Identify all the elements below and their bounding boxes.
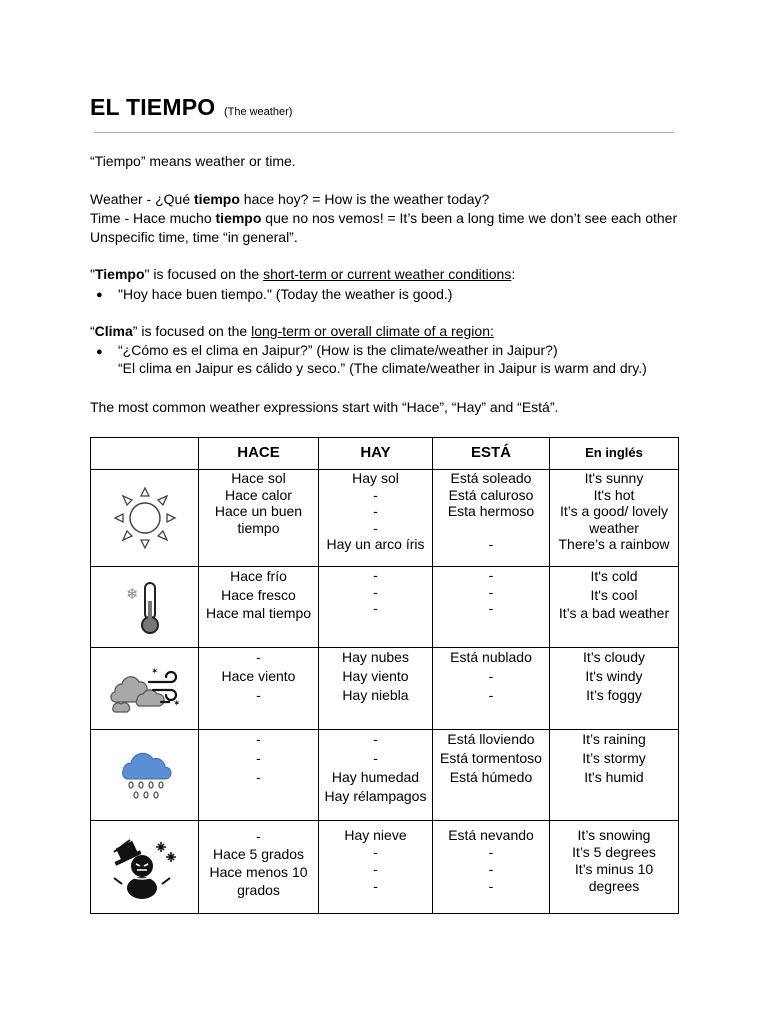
- header-empty: [91, 438, 199, 470]
- clima-bullet-1: “¿Cómo es el clima en Jaipur?” (How is the climate/weather in Jaipur?): [118, 342, 558, 358]
- esta-cell: Está nublado - -: [433, 648, 550, 730]
- table-row: [91, 567, 679, 648]
- cloudy-windy-icon: [91, 648, 199, 730]
- title-divider: [94, 132, 674, 133]
- common-expressions-text: The most common weather expressions start with “Hace”, “Hay” and “Está”.: [90, 399, 559, 415]
- header-hace: HACE: [199, 438, 319, 470]
- bullet-dot: ●: [96, 346, 103, 358]
- svg-text:✶: ✶: [150, 666, 159, 677]
- page-subtitle: (The weather): [223, 106, 293, 118]
- table-row: [91, 730, 679, 821]
- rain-cloud-icon: [91, 730, 199, 821]
- english-cell: It's cold It's cool It’s a bad weather: [550, 567, 679, 648]
- unspecific-example: Unspecific time, time “in general”.: [90, 229, 298, 245]
- hace-cell: Hace frío Hace fresco Hace mal tiempo: [199, 567, 319, 648]
- bullet-dot: ●: [96, 289, 103, 301]
- clima-heading: “Clima” is focused on the long-term or overall climate of a region:: [90, 323, 494, 339]
- thermometer-icon: [91, 567, 199, 648]
- header-esta: ESTÁ: [433, 438, 550, 470]
- page-title: EL TIEMPO (The weather): [90, 94, 293, 120]
- clima-bullet-2: “El clima en Jaipur es cálido y seco.” (The climate/weather in Jaipur is warm and dry.): [118, 360, 647, 376]
- esta-cell: - - -: [433, 567, 550, 648]
- tiempo-heading: "Tiempo" is focused on the short-term or current weather conditions:: [90, 266, 516, 282]
- esta-cell: Está lloviendo Está tormentoso Está húmedo: [433, 730, 550, 821]
- intro-text: “Tiempo” means weather or time.: [90, 153, 296, 169]
- snowman-icon: [91, 821, 199, 914]
- english-cell: It’s cloudy It's windy It’s foggy: [550, 648, 679, 730]
- hay-cell: Hay sol - - - Hay un arco íris: [319, 470, 433, 567]
- header-hay: HAY: [319, 438, 433, 470]
- weather-example: Weather - ¿Qué tiempo hace hoy? = How is the weather today?: [90, 191, 490, 207]
- sun-icon: [91, 470, 199, 567]
- weather-table: [90, 437, 679, 914]
- hay-cell: Hay nubes Hay viento Hay niebla: [319, 648, 433, 730]
- hay-cell: - - Hay humedad Hay rélampagos: [319, 730, 433, 821]
- english-cell: It’s snowing It’s 5 degrees It’s minus 10 degrees: [550, 821, 679, 914]
- svg-text:✶: ✶: [172, 698, 181, 709]
- svg-text:❄: ❄: [125, 585, 139, 603]
- time-example: Time - Hace mucho tiempo que no nos vemos! = It’s been a long time we don’t see each other: [90, 210, 678, 226]
- hace-cell: - Hace viento -: [199, 648, 319, 730]
- table-row: [91, 648, 679, 730]
- hace-cell: - Hace 5 grados Hace menos 10 grados: [199, 821, 319, 914]
- hace-cell: - - -: [199, 730, 319, 821]
- hay-cell: - - -: [319, 567, 433, 648]
- header-en-ingles: En inglés: [550, 438, 679, 470]
- english-cell: It's sunny It's hot It’s a good/ lovely weather There’s a rainbow: [550, 470, 679, 567]
- hay-cell: Hay nieve - - -: [319, 821, 433, 914]
- table-header-row: [91, 438, 679, 470]
- english-cell: It’s raining It’s stormy It's humid: [550, 730, 679, 821]
- esta-cell: Está nevando - - -: [433, 821, 550, 914]
- table-row: [91, 470, 679, 567]
- esta-cell: Está soleado Está caluroso Esta hermoso -: [433, 470, 550, 567]
- table-row: [91, 821, 679, 914]
- hace-cell: Hace sol Hace calor Hace un buen tiempo: [199, 470, 319, 567]
- tiempo-bullet: "Hoy hace buen tiempo." (Today the weather is good.): [118, 286, 453, 302]
